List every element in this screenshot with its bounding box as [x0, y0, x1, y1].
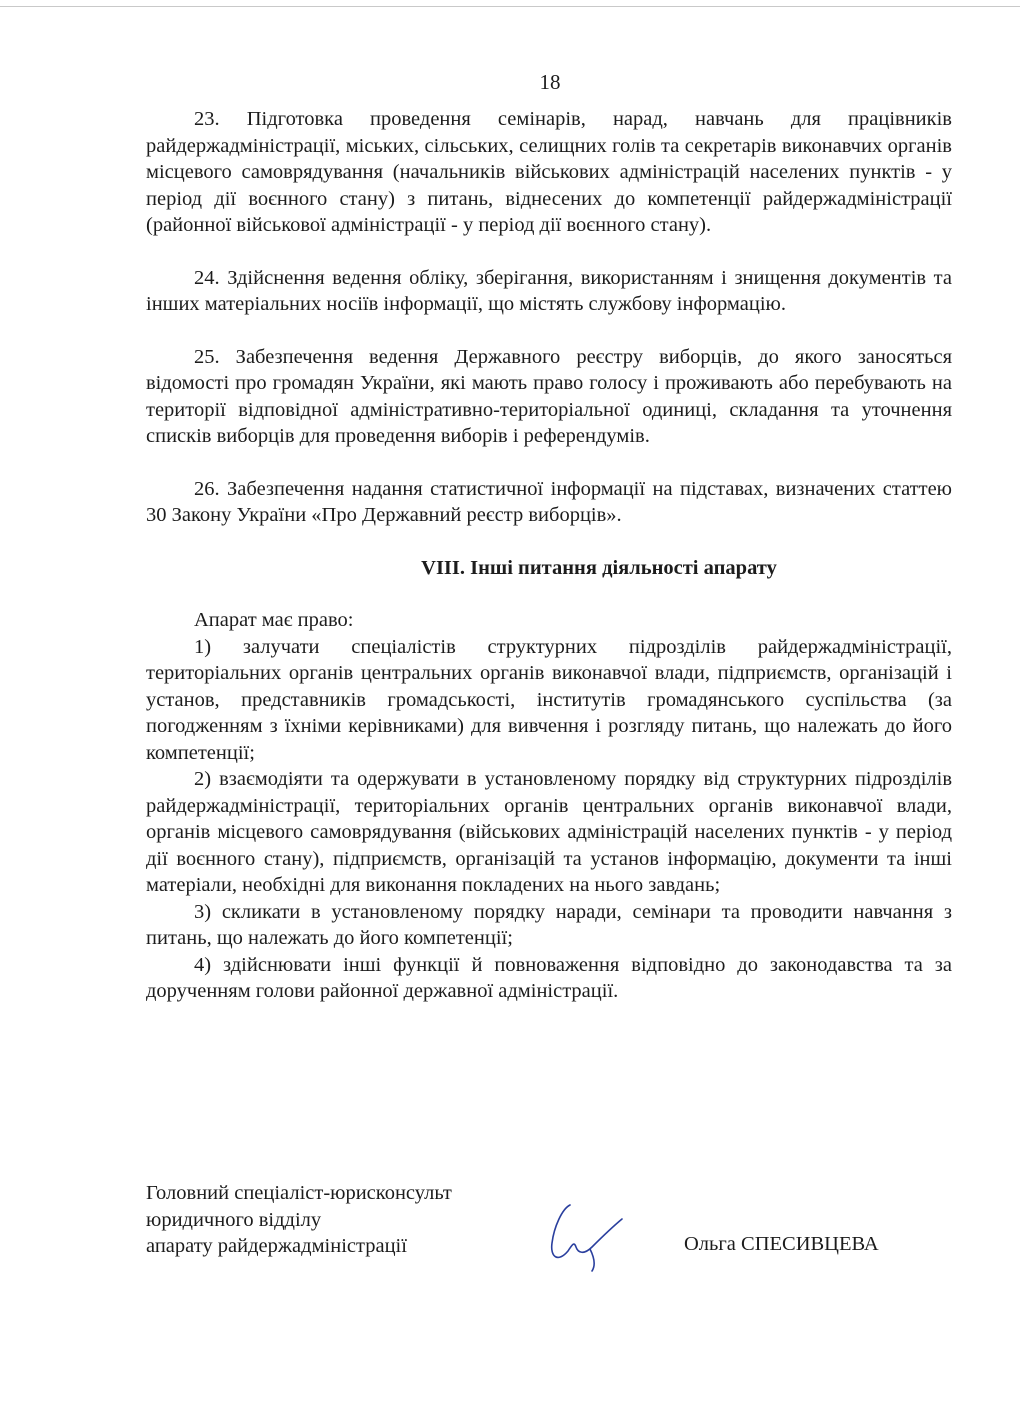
document-body: [146, 106, 952, 1005]
item-26: 26. Забезпечення надання статистичної інформації на підставах, визначених статтею 30 Закону України «Про Державний реєстр виборців».: [146, 477, 952, 526]
right-1: 1) залучати спеціалістів структурних підрозділів райдержадміністрації, територіальних органів центральних органів виконавчої влади, підприємств, організацій і установ, представників громадськості, інститутів громадянського суспільства (за погодженням з їхніми керівниками) для вивчення і розгляду питань, що належать до його компетенції;: [146, 635, 952, 764]
right-3: 3) скликати в установленому порядку наради, семінари та проводити навчання з питань, що належать до його компетенції;: [146, 900, 952, 949]
signer-position-line-1: Головний спеціаліст-юрисконсульт: [146, 1182, 452, 1204]
scan-top-edge: [0, 6, 1020, 7]
signer-position: [146, 1180, 452, 1260]
right-2: 2) взаємодіяти та одержувати в установленому порядку від структурних підрозділів райдержадміністрації, територіальних органів центральних органів виконавчої влади, органів місцевого самоврядування (військових адміністрацій населених пунктів - у період дії воєнного стану), підприємств, організацій та установ інформацію, документи та інші матеріали, необхідні для виконання покладених на нього завдань;: [146, 768, 952, 896]
item-24: 24. Здійснення ведення обліку, зберігання, використанням і знищення документів та інших матеріальних носіїв інформації, що містять службову інформацію.: [146, 266, 952, 315]
page-number: 18: [539, 70, 561, 94]
section-heading: VIII. Інші питання діяльності апарату: [421, 556, 777, 579]
item-25: 25. Забезпечення ведення Державного реєстру виборців, до якого заносяться відомості про громадян України, які мають право голосу і проживають або перебувають на території відповідної адміністративно-територіальної одиниці, складання та уточнення списків виборців для проведення виборів і референдумів.: [146, 345, 952, 447]
signer-position-line-2: юридичного відділу: [146, 1208, 322, 1231]
item-23: 23. Підготовка проведення семінарів, нарад, навчань для працівників райдержадміністрації, міських, сільських, селищних голів та секретарів виконавчих органів місцевого самоврядування (начальників військових адміністрацій населених пунктів - у період дії воєнного стану) з питань, віднесених до компетенції райдержадміністрації (районної військової адміністрації - у період дії воєнного стану).: [146, 108, 952, 236]
signer-name: Ольга СПЕСИВЦЕВА: [684, 1233, 879, 1255]
section-intro: Апарат має право:: [194, 609, 354, 631]
signer-position-line-3: апарату райдержадміністрації: [146, 1235, 407, 1257]
right-4: 4) здійснювати інші функції й повноваження відповідно до законодавства та за дорученням голови районної державної адміністрації.: [146, 953, 952, 1002]
handwritten-signature: [540, 1195, 630, 1275]
